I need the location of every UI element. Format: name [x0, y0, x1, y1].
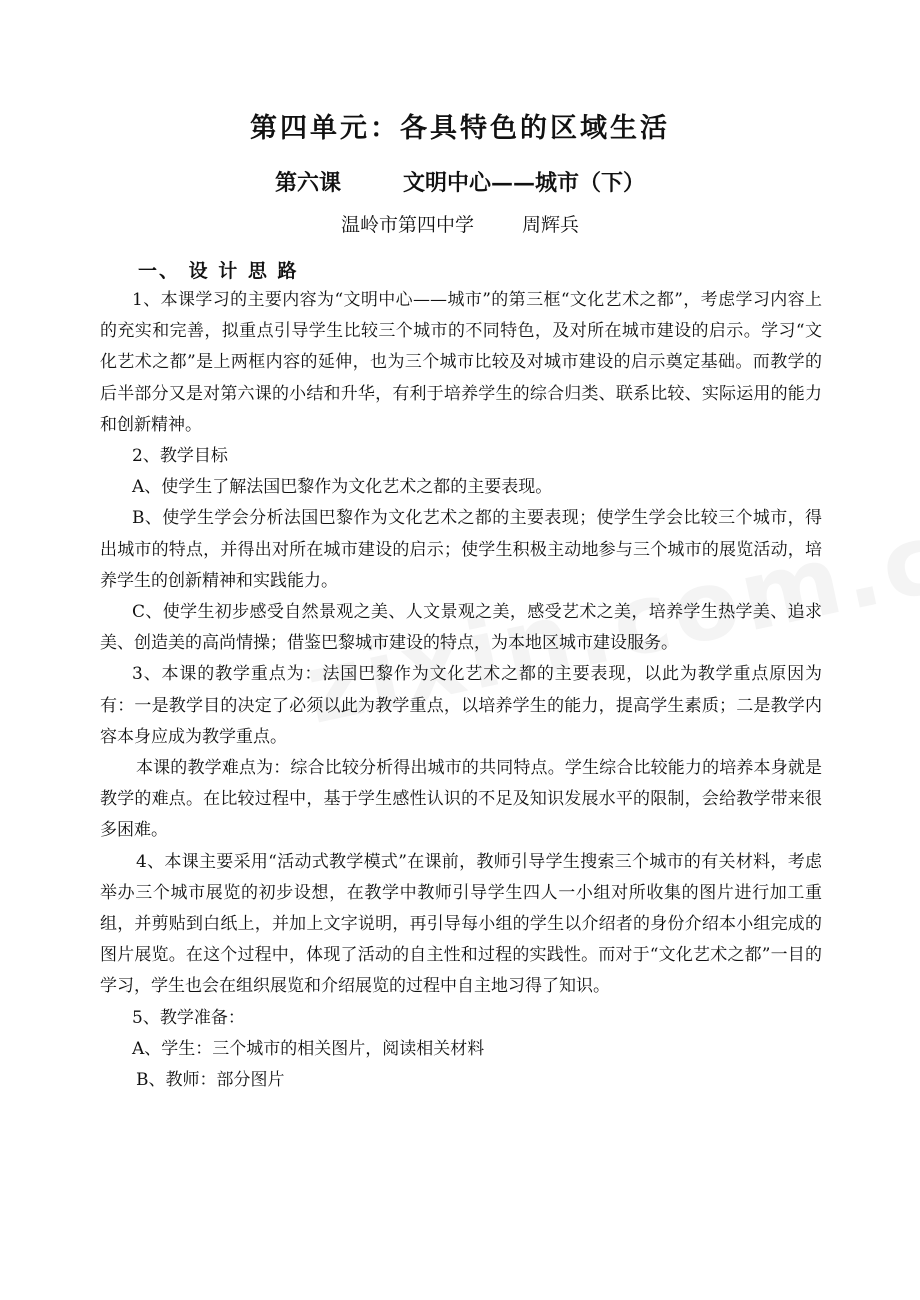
- paragraph-11: B、教师：部分图片: [136, 1070, 285, 1091]
- paragraph-6: 3、本课的教学重点为：法国巴黎作为文化艺术之都的主要表现，以此为教学重点原因为有：一是教学目的决定了必须以此为教学重点，以培养学生的能力，提高学生素质；二是教学内容本身应成为教学重点。: [100, 664, 822, 747]
- lesson-name: 文明中心——城市（下）: [403, 170, 646, 196]
- unit-title: 第四单元：各具特色的区域生活: [250, 113, 670, 144]
- school-name: 温岭市第四中学: [340, 214, 474, 236]
- paragraph-9: 5、教学准备：: [132, 1007, 245, 1028]
- lesson-label: 第六课: [274, 170, 341, 196]
- paragraph-4: B、使学生学会分析法国巴黎作为文化艺术之都的主要表现；使学生学会比较三个城市，得出城市的特点，并得出对所在城市建设的启示；使学生积极主动地参与三个城市的展览活动，培养学生的创新精神和实践能力。: [100, 508, 822, 591]
- author-name: 周辉兵: [522, 214, 580, 236]
- paragraph-2: 2、教学目标: [132, 446, 228, 467]
- paragraph-8: 4、本课主要采用“活动式教学模式”在课前，教师引导学生搜索三个城市的有关材料，考虑举办三个城市展览的初步设想，在教学中教师引导学生四人一小组对所收集的图片进行加工重组，并剪贴到白纸上，并加上文字说明，再引导每小组的学生以介绍者的身份介绍本小组完成的图片展览。在这个过程中，体现了活动的自主性和过程的实践性。而对于“文化艺术之都”一目的学习，学生也会在组织展览和介绍展览的过程中自主地习得了知识。: [100, 851, 822, 997]
- paragraph-7: 本课的教学难点为：综合比较分析得出城市的共同特点。学生综合比较能力的培养本身就是教学的难点。在比较过程中，基于学生感性认识的不足及知识发展水平的限制，会给教学带来很多困难。: [100, 758, 822, 841]
- paragraph-1: 1、本课学习的主要内容为“文明中心——城市”的第三框“文化艺术之都”，考虑学习内容上的充实和完善，拟重点引导学生比较三个城市的不同特色，及对所在城市建设的启示。学习“文化艺术之都”是上两框内容的延伸，也为三个城市比较及对城市建设的启示奠定基础。而教学的后半部分又是对第六课的小结和升华，有利于培养学生的综合归类、联系比较、实际运用的能力和创新精神。: [100, 290, 822, 435]
- body-text: [100, 285, 822, 1096]
- section-heading: 一、 设 计 思 路: [138, 260, 299, 282]
- paragraph-10: A、学生：三个城市的相关图片，阅读相关材料: [132, 1038, 485, 1059]
- paragraph-5: C、使学生初步感受自然景观之美、人文景观之美，感受艺术之美，培养学生热学美、追求美、创造美的高尚情操；借鉴巴黎城市建设的特点，为本地区城市建设服务。: [100, 602, 822, 654]
- author-line: [0, 210, 920, 237]
- paragraph-3: A、使学生了解法国巴黎作为文化艺术之都的主要表现。: [132, 477, 553, 498]
- lesson-title: [0, 166, 920, 197]
